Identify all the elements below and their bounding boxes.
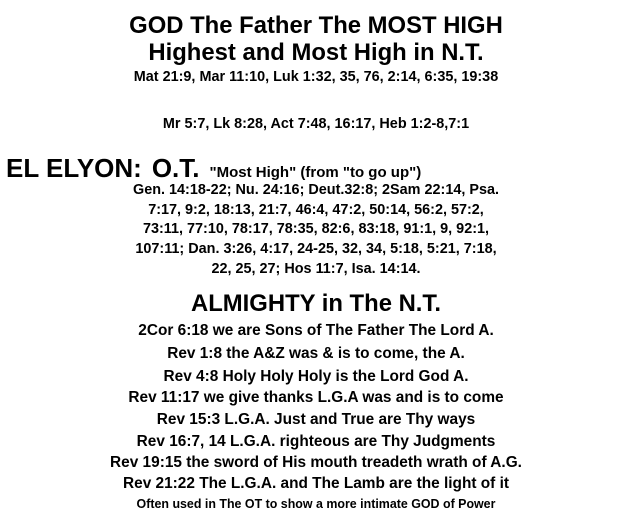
almighty-verse: Rev 11:17 we give thanks L.G.A was and is to come [128,389,504,406]
el-elyon-ref-line: 73:11, 77:10, 78:17, 78:35, 82:6, 83:18, 91:1, 9, 92:1, [142,221,490,237]
el-elyon-ref-line: 107:11; Dan. 3:26, 4:17, 24-25, 32, 34, 5:18, 5:21, 7:18, [135,241,497,257]
el-elyon-ref-line: Gen. 14:18-22; Nu. 24:16; Deut.32:8; 2Sam 22:14, Psa. [133,182,499,198]
el-elyon-testament: O.T. [151,153,200,183]
nt-refs-line-1: Mat 21:9, Mar 11:10, Luk 1:32, 35, 76, 2:14, 6:35, 19:38 [133,69,499,85]
almighty-verse: Rev 19:15 the sword of His mouth treadeth wrath of A.G. [110,454,522,471]
el-elyon-heading-line [6,155,421,181]
title-line-1: GOD The Father The MOST HIGH [129,12,503,39]
title-line-2: Highest and Most High in N.T. [148,39,484,66]
almighty-heading: ALMIGHTY in The N.T. [191,290,441,317]
el-elyon-meaning: "Most High" (from "to go up") [209,164,422,181]
el-elyon-heading: EL ELYON: [6,153,142,183]
nt-refs-line-2: Mr 5:7, Lk 8:28, Act 7:48, 16:17, Heb 1:2-8,7:1 [162,116,470,132]
almighty-verse: 2Cor 6:18 we are Sons of The Father The Lord A. [138,322,494,339]
almighty-verse: Rev 21:22 The L.G.A. and The Lamb are the light of it [123,475,509,492]
almighty-verse: Rev 16:7, 14 L.G.A. righteous are Thy Judgments [136,433,496,450]
almighty-verse: Rev 15:3 L.G.A. Just and True are Thy ways [156,411,476,428]
almighty-verse: Rev 1:8 the A&Z was & is to come, the A. [167,345,465,362]
el-elyon-ref-line: 7:17, 9:2, 18:13, 21:7, 46:4, 47:2, 50:14, 56:2, 57:2, [148,202,484,218]
almighty-verse: Rev 4:8 Holy Holy Holy is the Lord God A. [163,368,469,385]
el-elyon-ref-line: 22, 25, 27; Hos 11:7, Isa. 14:14. [211,261,421,277]
almighty-footer-note: Often used in The OT to show a more intimate GOD of Power [136,497,496,511]
